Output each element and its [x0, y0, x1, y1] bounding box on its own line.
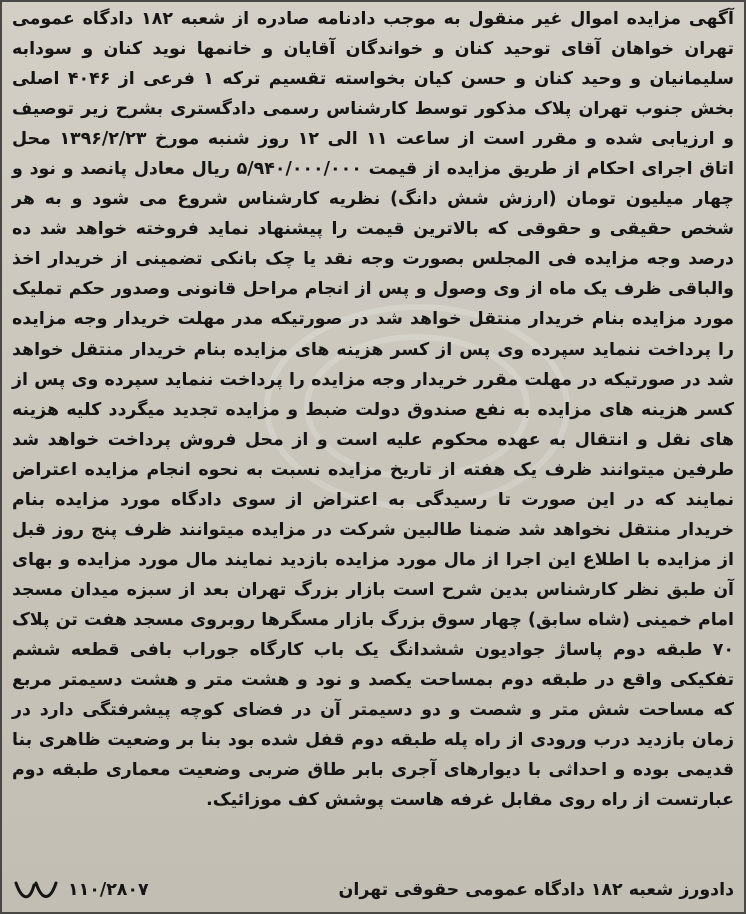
notice-body: آگهی مزایده اموال غیر منقول به موجب دادنامه صادره از شعبه ۱۸۲ دادگاه عمومی تهران خواهان آقای توحید کنان و خواندگان آقایان و خانمها نوید کنان و سودابه سلیمانیان و وحید کنان و حسن کیان بخواسته تقسیم ترکه ۱ فرعی از ۴۰۴۶ اصلی بخش جنوب تهران پلاک مذکور توسط کارشناس رسمی دادگستری بشرح زیر توصیف و ارزیابی شده و مقرر است از ساعت ۱۱ الی ۱۲ روز شنبه مورخ ۱۳۹۶/۲/۲۳ محل اتاق اجرای احکام از طریق مزایده از قیمت ۵/۹۴۰/۰۰۰/۰۰۰ ریال معادل پانصد و نود و چهار میلیون تومان (ارزش شش دانگ) نظریه کارشناس شروع می شود و به هر شخص حقیقی و حقوقی که بالاترین قیمت را پیشنهاد نماید فروخته خواهد شد ده درصد وجه مزایده فی المجلس بصورت وجه نقد یا چک بانکی تضمینی از خریدار اخذ والباقی ظرف یک ماه از وی وصول و پس از انجام مراحل قانونی وصدور حکم تملیک مورد مزایده بنام خریدار منتقل خواهد شد در صورتیکه مدر مهلت خریدار وجه مزایده را پرداخت ننماید سپرده وی پس از کسر هزینه های مزایده بنام خریدار منتقل خواهد شد در صورتیکه در مهلت مقرر خریدار وجه مزایده را پرداخت ننماید سپرده وی پس از کسر هزینه های مزایده به نفع صندوق دولت ضبط و مزایده تجدید میگردد کلیه هزینه های نقل و انتقال به عهده محکوم علیه است و از محل فروش پرداخت خواهد شد طرفین میتوانند ظرف یک هفته از تاریخ مزایده نسبت به نحوه انجام مزایده اعتراض نمایند که در این صورت تا رسیدگی به اعتراض از سوی دادگاه مورد مزایده بنام خریدار منتقل نخواهد شد ضمنا طالبین شرکت در مزایده میتوانند ظرف پنج روز قبل از مزایده با اطلاع این اجرا از مال مورد مزایده بازدید نمایند مال مورد مزایده و بهای آن طبق نظر کارشناس بدین شرح است بازار بزرگ تهران بعد از سبزه میدان مسجد امام خمینی (شاه سابق) چهار سوق بزرگ بازار مسگرها روبروی مسجد هفت تن پلاک ۷۰ طبقه دوم پاساژ جوادیون ششدانگ یک باب کارگاه جوراب بافی قطعه ششم تفکیکی واقع در طبقه دوم بمساحت یکصد و نود و هشت متر و هشت دسیمتر مربع که مساحت شش متر و شصت و دو دسیمتر آن در فضای کوچه پیشرفتگی دارد در زمان بازدید درب ورودی از راه پله طبقه دوم قفل شده بود بنا بر وضعیت ظاهری بنا قدیمی بوده و احداثی با دیوارهای آجری بابر طاق ضربی وضعیت معماری طبقه دوم عبارتست از راه روی مقابل غرفه هاست پوشش کف موزائیک. [12, 9, 734, 811]
auction-notice [12, 4, 734, 815]
reference-number: ۱۱۰/۲۸۰۷ [68, 880, 149, 900]
reference-block [12, 875, 149, 905]
notice-footer [12, 874, 734, 906]
handwritten-mark-icon [12, 875, 64, 905]
court-signature: دادورز شعبه ۱۸۲ دادگاه عمومی حقوقی تهران [338, 880, 734, 900]
